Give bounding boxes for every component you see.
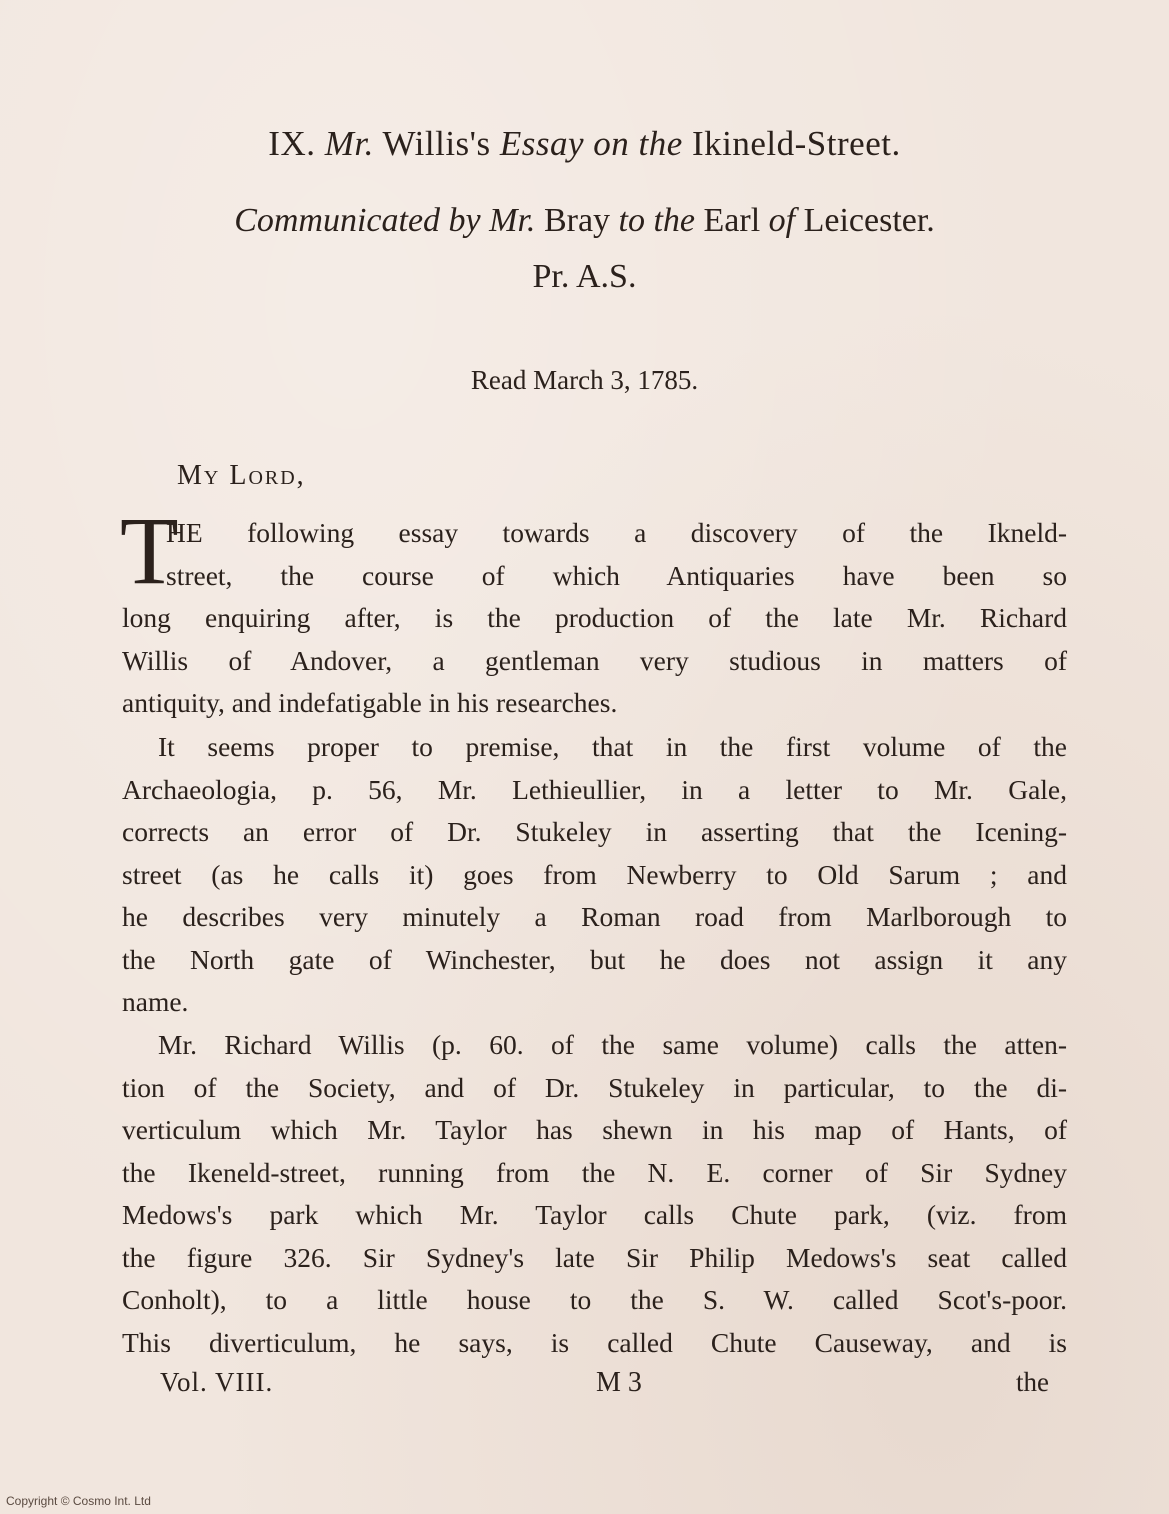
text-line: Mr. Richard Willis (p. 60. of the same volume) calls the atten- bbox=[158, 1029, 1067, 1060]
text-line: antiquity, and indefatigable in his researches. bbox=[122, 687, 618, 718]
title-mr: Mr. bbox=[324, 124, 374, 163]
subtitle-to-the: to the bbox=[618, 202, 696, 239]
text-line: Medows's park which Mr. Taylor calls Chute park, (viz. from bbox=[122, 1199, 1067, 1230]
title-name: Willis's bbox=[382, 124, 491, 163]
subtitle-bray: Bray bbox=[543, 202, 611, 239]
text-line: Conholt), to a little house to the S. W. called Scot's-poor. bbox=[122, 1284, 1067, 1315]
subtitle-communicated: Communicated by Mr. bbox=[234, 202, 536, 239]
title-essay: Essay on the bbox=[499, 124, 683, 163]
paragraph-3 bbox=[122, 1024, 1067, 1364]
text-line: It seems proper to premise, that in the first volume of the bbox=[158, 731, 1067, 762]
text-line: HE following essay towards a discovery of the Ikneld- bbox=[166, 517, 1067, 548]
subtitle-earl: Earl bbox=[703, 202, 761, 239]
volume-label: Vol. VIII. bbox=[160, 1367, 274, 1397]
subtitle-leicester: Leicester. bbox=[803, 202, 935, 239]
text-line: street (as he calls it) goes from Newberry to Old Sarum ; and bbox=[122, 858, 1067, 890]
copyright-notice: Copyright © Cosmo Int. Ltd bbox=[6, 1494, 151, 1508]
text-line: Archaeologia, p. 56, Mr. Lethieullier, in a letter to Mr. Gale, bbox=[122, 773, 1067, 805]
title-subject: Ikineld-Street. bbox=[692, 124, 901, 163]
text-line: the figure 326. Sir Sydney's late Sir Philip Medows's seat called bbox=[122, 1241, 1067, 1273]
text-line: long enquiring after, is the production of the late Mr. Richard bbox=[122, 602, 1067, 633]
catchword: the bbox=[1016, 1367, 1049, 1397]
read-date: Read March 3, 1785. bbox=[470, 365, 699, 395]
salutation: My Lord, bbox=[177, 460, 306, 491]
text-line: This diverticulum, he says, is called Chute Causeway, and is bbox=[122, 1326, 1067, 1358]
text-line: name. bbox=[122, 986, 189, 1017]
subtitle-of: of bbox=[768, 202, 796, 239]
signature-mark: M 3 bbox=[596, 1367, 642, 1398]
drop-cap: T bbox=[120, 497, 179, 604]
article-subtitle bbox=[0, 202, 1169, 240]
president-line: Pr. A.S. bbox=[532, 258, 637, 295]
paragraph-2 bbox=[122, 726, 1067, 1024]
text-line: corrects an error of Dr. Stukeley in asserting that the Icening- bbox=[122, 816, 1067, 847]
text-line: Willis of Andover, a gentleman very studious in matters of bbox=[122, 644, 1067, 676]
title-numeral: IX. bbox=[268, 124, 316, 163]
text-line: the Ikeneld-street, running from the N. E. corner of Sir Sydney bbox=[122, 1156, 1067, 1188]
text-line: the North gate of Winchester, but he does not assign it any bbox=[122, 943, 1067, 975]
text-line: verticulum which Mr. Taylor has shewn in his map of Hants, of bbox=[122, 1114, 1067, 1145]
text-line: he describes very minutely a Roman road from Marlborough to bbox=[122, 901, 1067, 932]
article-title bbox=[0, 124, 1169, 164]
text-line: tion of the Society, and of Dr. Stukeley in particular, to the di- bbox=[122, 1071, 1067, 1103]
text-line: street, the course of which Antiquaries have been so bbox=[166, 559, 1067, 591]
paragraph-1 bbox=[122, 512, 1067, 725]
